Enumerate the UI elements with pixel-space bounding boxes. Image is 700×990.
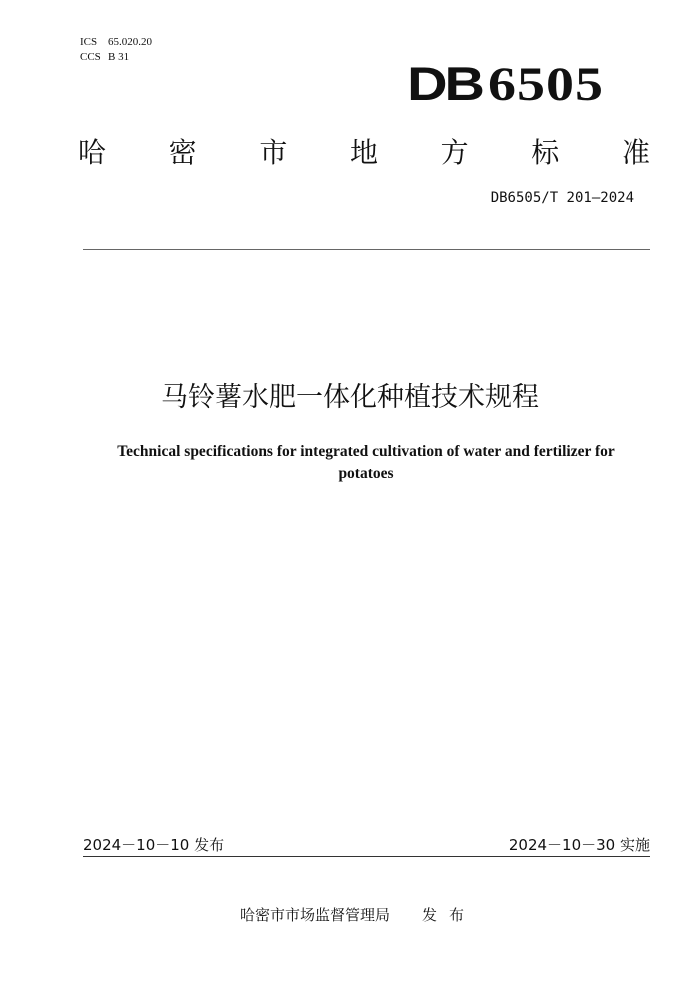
- issue-date: 2024－10－10 发布: [83, 836, 225, 854]
- english-title-line: potatoes: [338, 465, 394, 482]
- implementation-date: 2024－10－30 实施: [508, 836, 650, 854]
- classification-codes: [80, 35, 152, 65]
- english-title: [90, 441, 642, 485]
- chinese-title: 马铃薯水肥一体化种植技术规程: [161, 382, 539, 413]
- db-logo: [407, 56, 604, 111]
- logo-number: 6505: [488, 58, 604, 111]
- bottom-divider: [83, 856, 650, 857]
- standard-type-char: 市: [259, 136, 288, 169]
- ccs-value: B 31: [108, 51, 130, 63]
- standard-type-char: 准: [621, 136, 650, 169]
- english-title-line: Technical specifications for integrated cultivation of water and fertilizer for: [117, 443, 615, 460]
- logo-prefix: DB: [407, 56, 482, 111]
- ics-code: [80, 35, 152, 50]
- standard-type-char: 标: [531, 136, 560, 169]
- issuer-name: 哈密市市场监督管理局: [240, 906, 391, 924]
- standard-type-char: 密: [168, 136, 197, 169]
- issuer-line: [240, 904, 476, 925]
- issuer-action: 发布: [422, 906, 477, 924]
- standard-type: [78, 136, 650, 170]
- ccs-code: [80, 50, 152, 65]
- ics-label: ICS: [80, 36, 98, 48]
- standard-number: DB6505/T 201—2024: [490, 190, 634, 206]
- top-divider: [83, 249, 650, 250]
- standard-type-char: 哈: [78, 136, 107, 169]
- standard-type-char: 地: [349, 136, 378, 169]
- ccs-label: CCS: [80, 51, 101, 63]
- standard-type-char: 方: [440, 136, 469, 169]
- ics-value: 65.020.20: [108, 36, 152, 48]
